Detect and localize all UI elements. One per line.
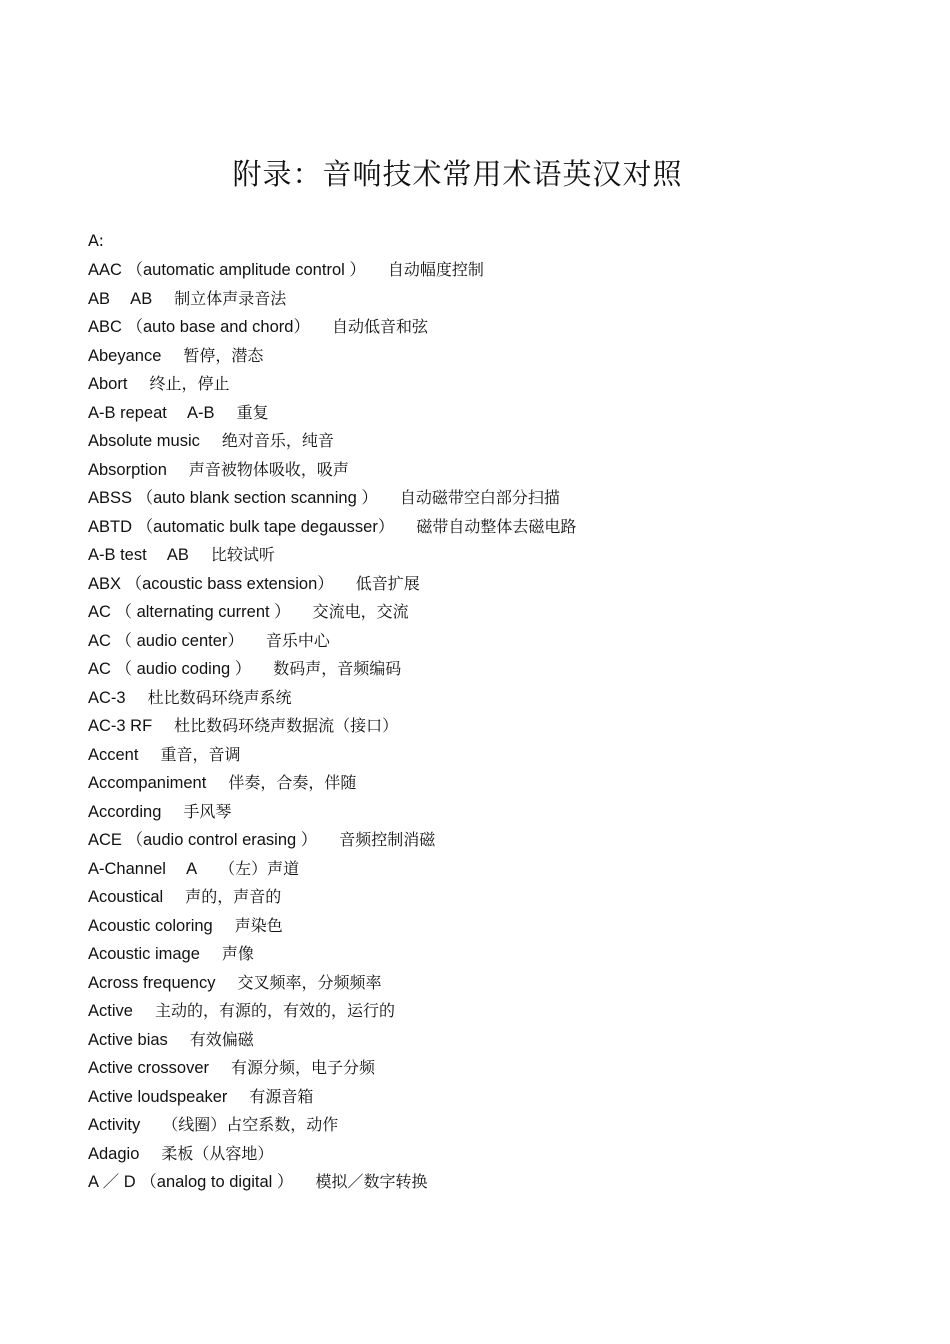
glossary-entry xyxy=(88,912,576,941)
glossary-entry xyxy=(88,627,576,656)
glossary-entry xyxy=(88,826,576,855)
glossary-entry xyxy=(88,655,576,684)
entry-term: Accompaniment xyxy=(88,774,207,792)
glossary-entry xyxy=(88,712,576,741)
section-heading: A: xyxy=(88,231,105,250)
entry-translation: 自动低音和弦 xyxy=(331,317,428,336)
entry-translation: 磁带自动整体去磁电路 xyxy=(416,516,577,536)
entry-translation: （左）声道 xyxy=(219,858,300,878)
entry-term: Acoustical xyxy=(88,888,164,906)
entry-term: Acoustic coloring xyxy=(88,916,213,935)
entry-translation: 比较试听 xyxy=(210,545,275,564)
entry-term: ABSS （auto blank section scanning ） xyxy=(88,489,378,507)
glossary-entry xyxy=(88,256,576,285)
glossary-entry xyxy=(88,798,576,827)
glossary-entry xyxy=(88,969,576,998)
entry-term: According xyxy=(88,802,162,821)
entry-term: A-B repeat A-B xyxy=(88,403,215,422)
entry-translation: 模拟／数字转换 xyxy=(315,1172,428,1191)
glossary-entry xyxy=(88,769,576,798)
glossary-list xyxy=(88,256,576,1197)
glossary-entry xyxy=(88,883,576,912)
glossary-entry xyxy=(88,1026,576,1055)
entry-translation: 杜比数码环绕声系统 xyxy=(147,687,292,707)
entry-term: ACE （audio control erasing ） xyxy=(88,831,318,849)
entry-translation: 自动磁带空白部分扫描 xyxy=(399,488,560,507)
glossary-entry xyxy=(88,684,576,713)
entry-translation: 低音扩展 xyxy=(355,573,420,593)
page-title: 附录：音响技术常用术语英汉对照 xyxy=(232,157,683,191)
glossary-entry xyxy=(88,1140,576,1169)
glossary-entry xyxy=(88,598,576,627)
entry-term: AB AB xyxy=(88,289,153,308)
entry-translation: 有效偏磁 xyxy=(189,1029,254,1049)
glossary-entry xyxy=(88,1083,576,1112)
entry-translation: 声音被物体吸收，吸声 xyxy=(188,459,349,479)
entry-translation: 伴奏，合奏，伴随 xyxy=(228,773,357,792)
glossary-entry xyxy=(88,484,576,513)
glossary-entry xyxy=(88,427,576,456)
entry-translation: 声的，声音的 xyxy=(185,887,282,906)
entry-term: ABTD （automatic bulk tape degausser） xyxy=(88,517,395,536)
glossary-entry xyxy=(88,570,576,599)
glossary-entry xyxy=(88,855,576,884)
entry-translation: 制立体声录音法 xyxy=(174,288,287,308)
entry-term: Abeyance xyxy=(88,346,162,365)
entry-term: A-Channel A xyxy=(88,859,198,878)
entry-term: Active xyxy=(88,1002,133,1020)
entry-term: Absolute music xyxy=(88,432,200,450)
entry-term: Activity xyxy=(88,1116,141,1134)
entry-term: AC （ audio center） xyxy=(88,631,244,650)
entry-term: Abort xyxy=(88,375,128,393)
entry-term: AAC （automatic amplitude control ） xyxy=(88,261,366,279)
glossary-entry xyxy=(88,456,576,485)
entry-translation: 柔板（从容地） xyxy=(161,1143,274,1163)
entry-term: Active loudspeaker xyxy=(88,1087,228,1106)
glossary-entry xyxy=(88,541,576,570)
glossary-entry xyxy=(88,513,576,542)
entry-term: AC-3 xyxy=(88,688,126,707)
entry-translation: 声像 xyxy=(221,944,254,963)
entry-translation: 音频控制消磁 xyxy=(339,830,436,849)
entry-translation: 主动的，有源的，有效的，运行的 xyxy=(154,1001,395,1020)
entry-translation: 手风琴 xyxy=(183,801,232,821)
entry-translation: 交流电，交流 xyxy=(312,602,409,621)
entry-term: Adagio xyxy=(88,1144,140,1163)
entry-translation: 终止，停止 xyxy=(149,374,230,393)
entry-term: A-B test AB xyxy=(88,546,189,564)
glossary-entry xyxy=(88,997,576,1026)
entry-translation: 绝对音乐，纯音 xyxy=(221,431,334,450)
entry-term: Absorption xyxy=(88,460,167,479)
glossary-entry xyxy=(88,342,576,371)
entry-translation: 有源分频，电子分频 xyxy=(231,1058,376,1077)
glossary-entry xyxy=(88,313,576,342)
entry-translation: 重音，音调 xyxy=(160,744,241,764)
glossary-entry xyxy=(88,399,576,428)
entry-term: A ／ D （analog to digital ） xyxy=(88,1173,294,1191)
entry-term: Accent xyxy=(88,745,139,764)
glossary-entry xyxy=(88,940,576,969)
entry-translation: （线圈）占空系数，动作 xyxy=(162,1115,339,1134)
entry-translation: 有源音箱 xyxy=(249,1086,314,1106)
entry-translation: 暂停，潜态 xyxy=(183,345,264,365)
entry-term: AC-3 RF xyxy=(88,717,153,735)
entry-translation: 重复 xyxy=(236,402,269,422)
entry-translation: 数码声，音频编码 xyxy=(273,659,402,678)
glossary-entry xyxy=(88,741,576,770)
entry-translation: 交叉频率，分频频率 xyxy=(237,972,382,992)
entry-translation: 声染色 xyxy=(234,915,283,935)
entry-translation: 杜比数码环绕声数据流（接口） xyxy=(174,716,399,735)
entry-term: ABC （auto base and chord） xyxy=(88,318,310,336)
glossary-entry xyxy=(88,370,576,399)
entry-term: Active bias xyxy=(88,1030,168,1049)
entry-term: Active crossover xyxy=(88,1059,210,1077)
glossary-entry xyxy=(88,285,576,314)
entry-term: AC （ audio coding ） xyxy=(88,660,252,678)
entry-term: AC （ alternating current ） xyxy=(88,603,291,621)
entry-translation: 自动幅度控制 xyxy=(387,260,484,279)
glossary-entry xyxy=(88,1168,576,1197)
entry-term: ABX （acoustic bass extension） xyxy=(88,574,334,593)
glossary-entry xyxy=(88,1111,576,1140)
entry-translation: 音乐中心 xyxy=(265,630,330,650)
glossary-entry xyxy=(88,1054,576,1083)
entry-term: Acoustic image xyxy=(88,945,200,963)
entry-term: Across frequency xyxy=(88,973,216,992)
